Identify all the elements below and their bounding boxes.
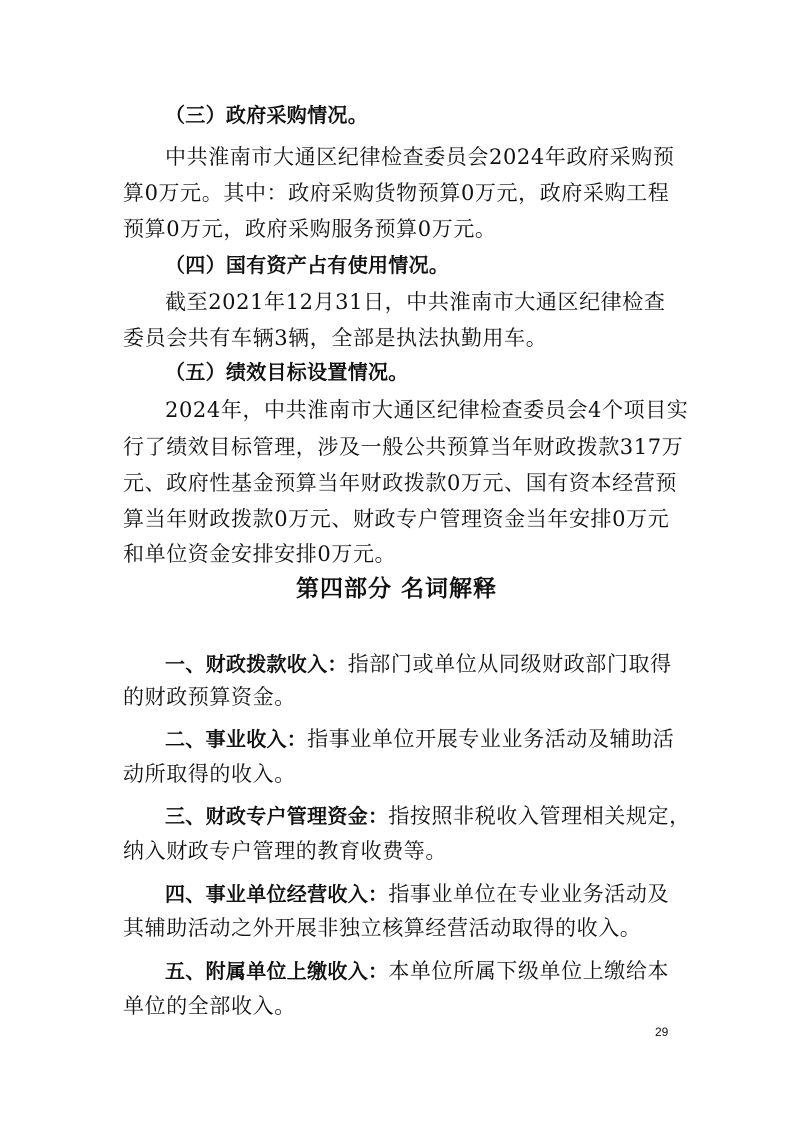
term-definition: 指事业单位在专业业务活动及 — [388, 882, 670, 906]
paragraph-line: 预算0万元，政府采购服务预算0万元。 — [123, 217, 497, 241]
section-heading: （五）绩效目标设置情况。 — [165, 360, 409, 384]
paragraph-line: 算当年财政拨款0万元、财政专户管理资金当年安排0万元 — [123, 507, 670, 531]
term-name: 二、事业收入： — [165, 727, 308, 751]
paragraph-line: 委员会共有车辆3辆，全部是执法执勤用车。 — [123, 326, 548, 350]
section-heading: （四）国有资产占有使用情况。 — [165, 253, 450, 277]
paragraph-line: 和单位资金安排安排0万元。 — [123, 542, 397, 566]
term-name: 三、财政专户管理资金： — [165, 804, 389, 828]
paragraph-line: 2024年，中共淮南市大通区纪律检查委员会4个项目实 — [165, 398, 689, 422]
part-title: 第四部分 名词解释 — [295, 576, 497, 602]
term-definition-line: 单位的全部收入。 — [123, 994, 296, 1018]
term-definition-line: 的财政预算资金。 — [123, 685, 296, 709]
paragraph-line: 截至2021年12月31日，中共淮南市大通区纪律检查 — [165, 290, 666, 314]
page-number: 29 — [655, 1025, 669, 1039]
term-definition: 本单位所属下级单位上缴给本 — [388, 959, 670, 983]
paragraph-line: 中共淮南市大通区纪律检查委员会2024年政府采购预 — [165, 145, 675, 169]
term-definition-line: 动所取得的收入。 — [123, 762, 296, 786]
term-definition: 指按照非税收入管理相关规定， — [388, 804, 691, 828]
term-entry — [165, 802, 691, 830]
term-entry — [165, 957, 669, 985]
section-heading: （三）政府采购情况。 — [165, 103, 368, 127]
term-name: 五、附属单位上缴收入： — [165, 959, 389, 983]
term-name: 一、财政拨款收入： — [165, 652, 348, 676]
paragraph-line: 行了绩效目标管理，涉及一般公共预算当年财政拨款317万 — [123, 435, 684, 459]
paragraph-line: 元、政府性基金预算当年财政拨款0万元、国有资本经营预 — [123, 471, 677, 495]
paragraph-line: 算0万元。其中：政府采购货物预算0万元，政府采购工程 — [123, 181, 670, 205]
term-definition: 指事业单位开展专业业务活动及辅助活 — [307, 727, 675, 751]
term-name: 四、事业单位经营收入： — [165, 882, 389, 906]
term-entry — [165, 650, 672, 678]
term-definition-line: 纳入财政专户管理的教育收费等。 — [123, 839, 447, 863]
term-definition: 指部门或单位从同级财政部门取得 — [347, 652, 672, 676]
term-entry — [165, 880, 669, 908]
term-definition-line: 其辅助活动之外开展非独立核算经营活动取得的收入。 — [123, 916, 642, 940]
term-entry — [165, 725, 674, 753]
